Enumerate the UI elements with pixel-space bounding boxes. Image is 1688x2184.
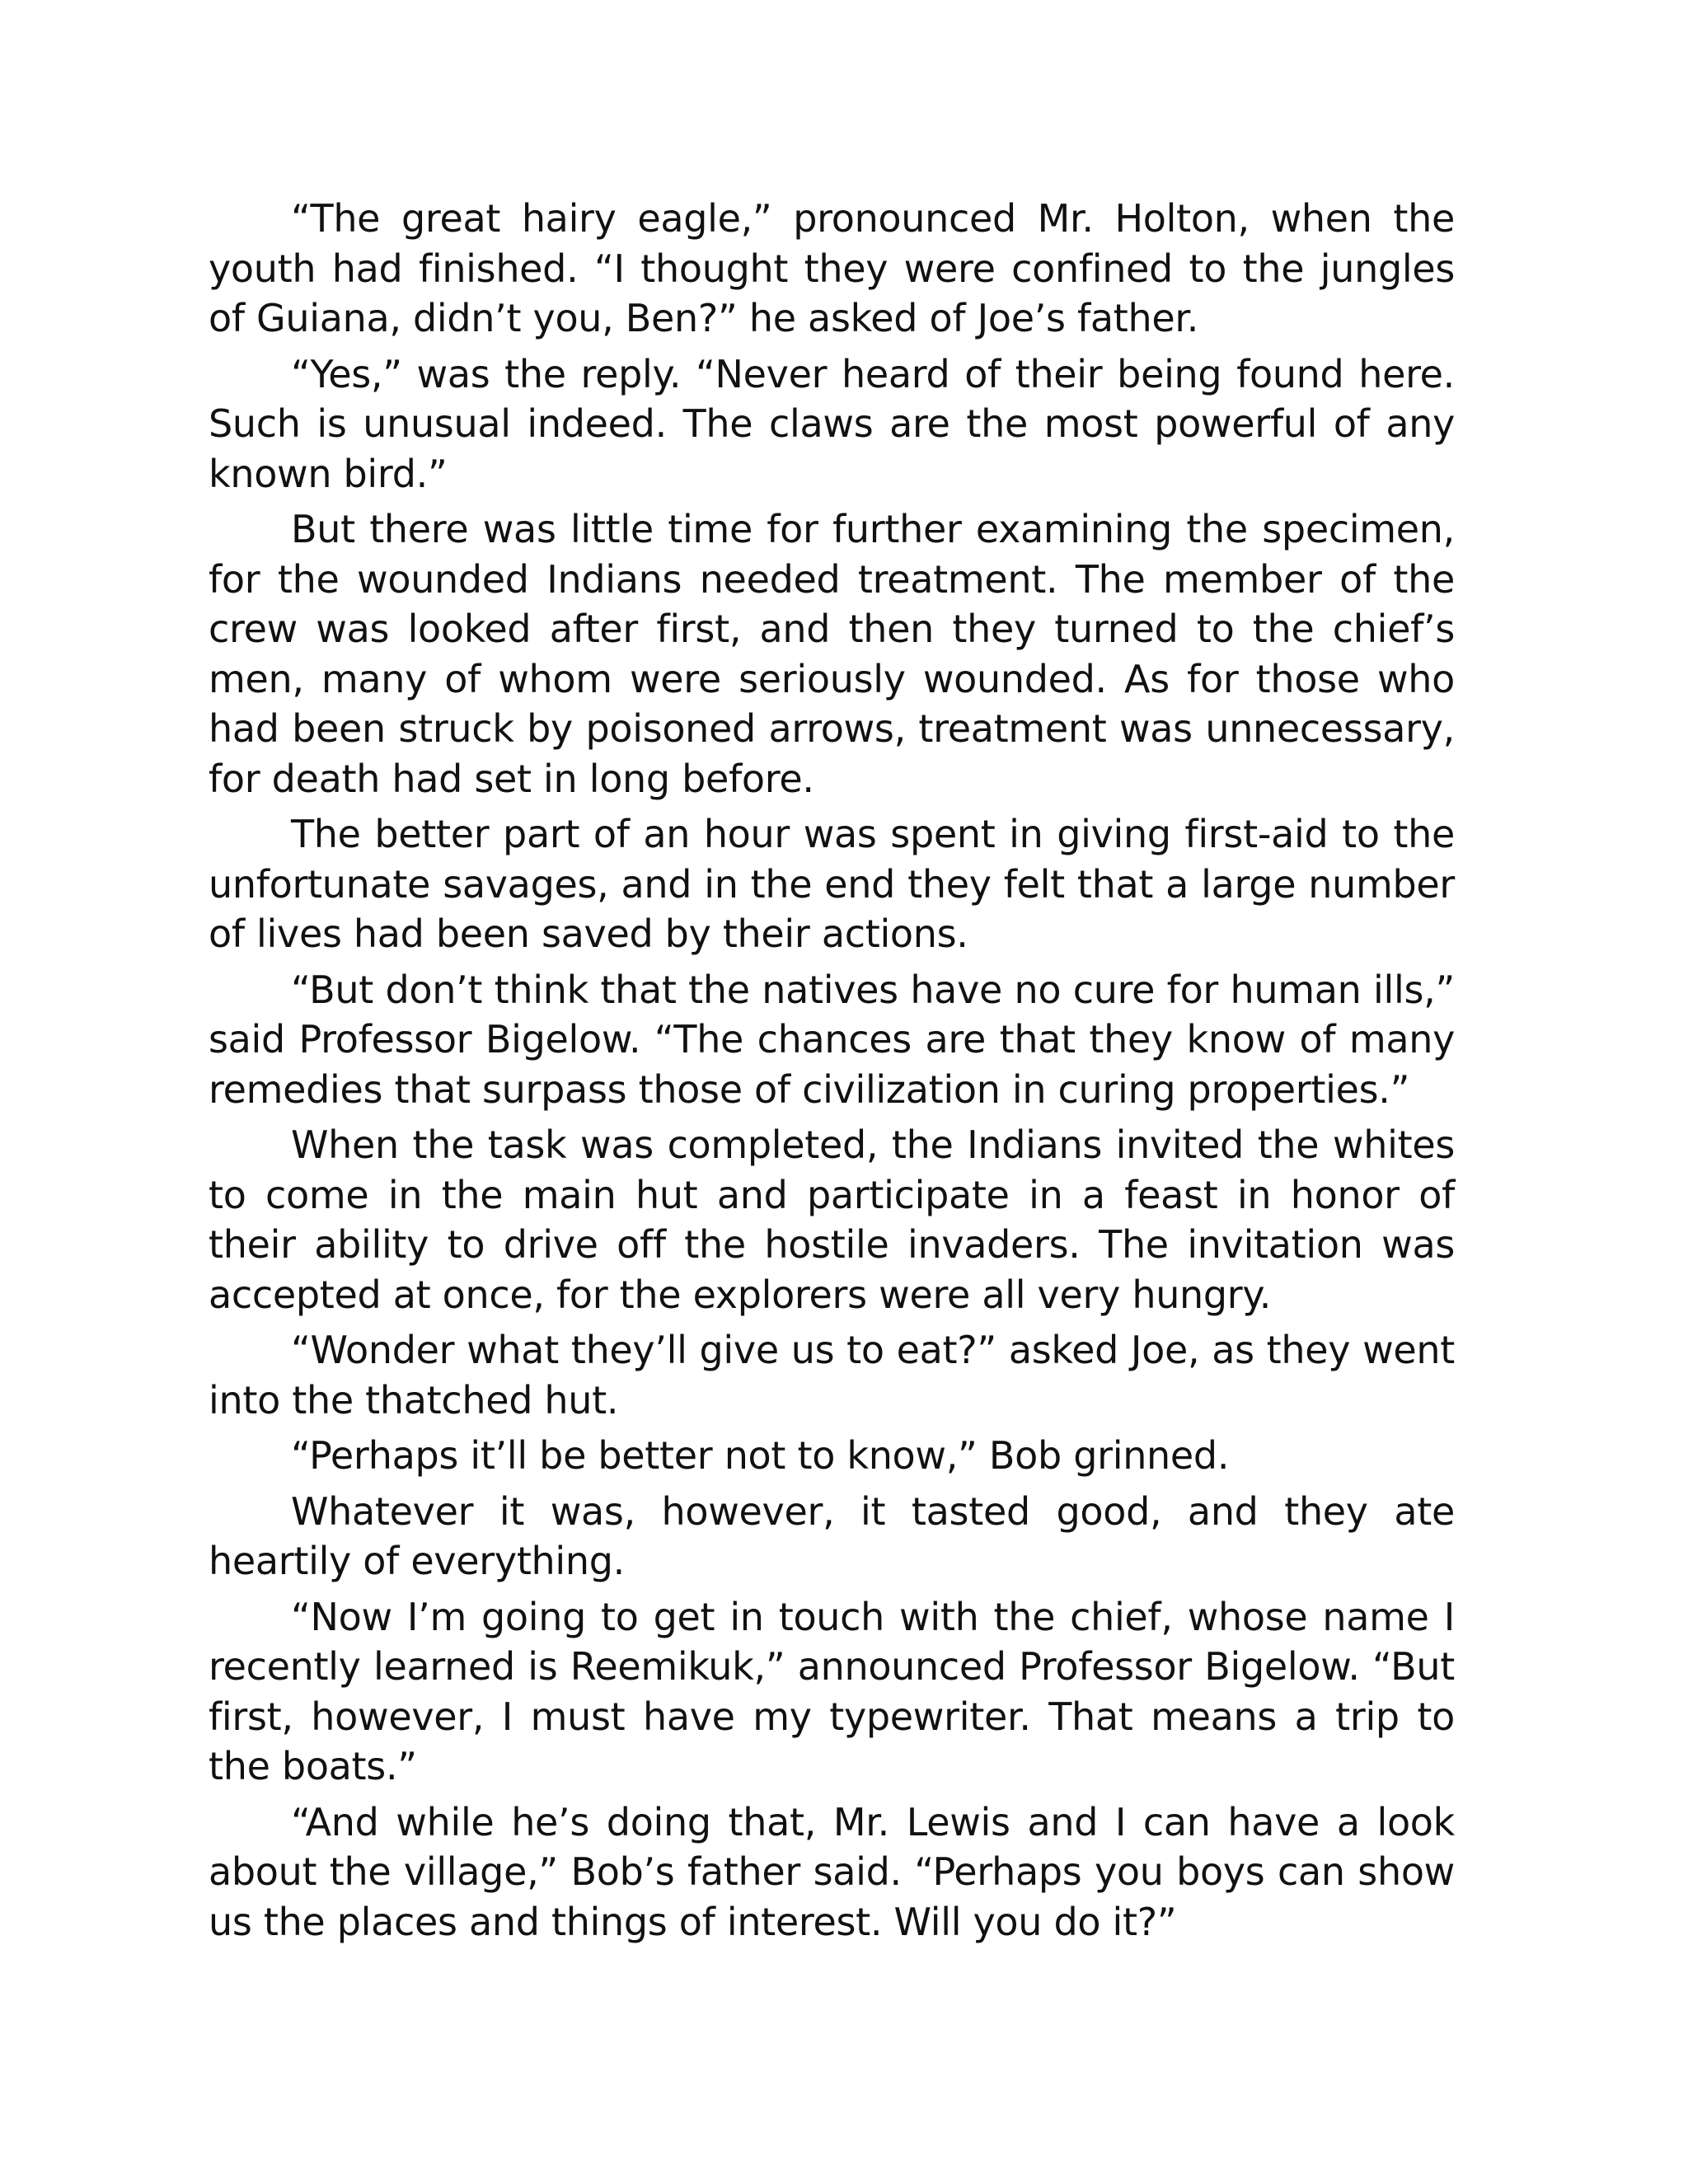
paragraph-3: But there was little time for further examining the specimen, for the wounded Indians needed treatment. The member of the crew was looked after first, and then they turned to the chief’s men, many of whom were seriously wounded. As for those who had been struck by poisoned arrows, treatment was unnecessary, for death had set in long before. xyxy=(209,507,1455,801)
paragraph-6: When the task was completed, the Indians invited the whites to come in the main hut and participate in a feast in honor of their ability to drive off the hostile invaders. The invitation was accepted at once, for the explorers were all very hungry. xyxy=(209,1122,1455,1317)
page-body xyxy=(209,194,1455,1952)
paragraph-11: “And while he’s doing that, Mr. Lewis and I can have a look about the village,” Bob’s father said. “Perhaps you boys can show us the places and things of interest. Will you do it?” xyxy=(209,1799,1455,1944)
paragraph-7: “Wonder what they’ll give us to eat?” asked Joe, as they went into the thatched hut. xyxy=(209,1328,1455,1422)
paragraph-4: The better part of an hour was spent in giving first-aid to the unfortunate savages, and in the end they felt that a large number of lives had been saved by their actions. xyxy=(209,812,1455,956)
paragraph-8: “Perhaps it’ll be better not to know,” Bob grinned. xyxy=(291,1433,1230,1478)
paragraph-1: “The great hairy eagle,” pronounced Mr. Holton, when the youth had finished. “I thought they were confined to the jungles of Guiana, didn’t you, Ben?” he asked of Joe’s father. xyxy=(209,196,1455,340)
paragraph-2: “Yes,” was the reply. “Never heard of their being found here. Such is unusual indeed. The claws are the most powerful of any known bird.” xyxy=(209,351,1455,496)
paragraph-5: “But don’t think that the natives have no cure for human ills,” said Professor Bigelow. “The chances are that they know of many remedies that surpass those of civilization in curing properties.” xyxy=(209,967,1455,1112)
paragraph-9: Whatever it was, however, it tasted good, and they ate heartily of everything. xyxy=(209,1488,1455,1583)
paragraph-10: “Now I’m going to get in touch with the chief, whose name I recently learned is Reemikuk,” announced Professor Bigelow. “But first, however, I must have my typewriter. That means a trip to the boats.” xyxy=(209,1594,1455,1788)
